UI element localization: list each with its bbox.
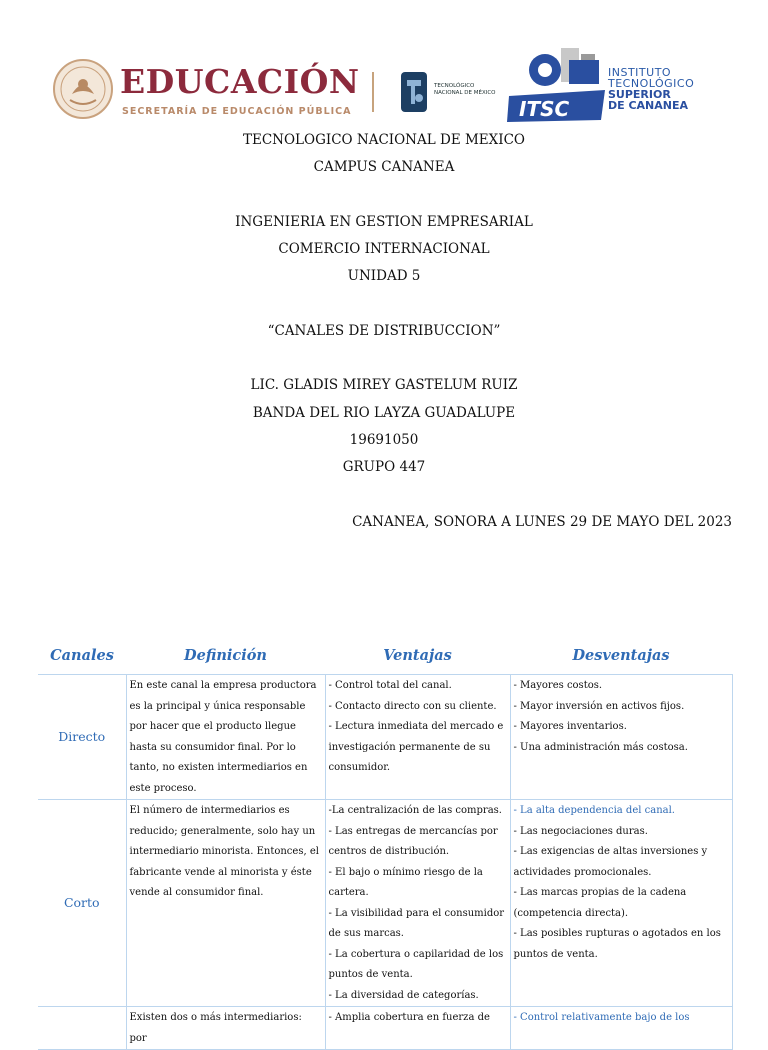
cell-line: - Las posibles rupturas o agotados en los: [513, 928, 721, 939]
cell-line: vende al consumidor final.: [129, 887, 264, 898]
cell-line: intermediario minorista. Entonces, el: [129, 846, 319, 857]
cell-line: (competencia directa).: [513, 907, 629, 919]
table-row: [38, 1007, 732, 1050]
cell-line: investigación permanente de su: [328, 741, 491, 753]
sep-title: EDUCACIÓN: [120, 62, 360, 101]
cell-line: - Las negociaciones duras.: [513, 825, 648, 837]
cell-line: - El bajo o mínimo riesgo de la: [328, 866, 483, 878]
place-date: CANANEA, SONORA A LUNES 29 DE MAYO DEL 2023: [352, 514, 732, 530]
cell-line: centros de distribución.: [328, 846, 450, 857]
student-name: BANDA DEL RIO LAYZA GUADALUPE: [252, 405, 516, 421]
cell-line: - La diversidad de categorías.: [328, 989, 479, 1001]
table-header-row: [38, 636, 732, 675]
cell-line: hasta su consumidor final. Por lo: [129, 741, 296, 753]
canal-cell: Directo: [38, 675, 126, 800]
itsc-logo: [505, 46, 609, 124]
cell-line: - Contacto directo con su cliente.: [328, 700, 497, 712]
header-definicion: Definición: [184, 646, 267, 664]
tecnm-label: [434, 83, 514, 97]
cell-line: es la principal y única responsable: [129, 700, 306, 712]
table-row: [38, 675, 732, 800]
tecnm-line1: TECNOLÓGICO: [434, 83, 475, 89]
cell-line: - Las entregas de mercancías por: [328, 825, 498, 837]
definicion-cell: [126, 800, 325, 1007]
cell-line: En este canal la empresa productora: [129, 680, 317, 691]
cell-line: actividades promocionales.: [513, 866, 652, 878]
table-row: [38, 800, 732, 1007]
cell-line: - Control total del canal.: [328, 680, 452, 691]
itsc-label: [608, 67, 758, 111]
logo-divider: [372, 72, 374, 112]
canal-cell: Corto: [38, 800, 126, 1007]
desventajas-cell: [510, 675, 732, 800]
cell-line: - Una administración más costosa.: [513, 741, 688, 753]
ventajas-cell: [325, 675, 510, 800]
cell-line: -La centralización de las compras.: [328, 805, 502, 816]
student-id: 19691050: [349, 432, 419, 448]
institution-name: TECNOLOGICO NACIONAL DE MEXICO: [242, 132, 525, 148]
cell-line: - La cobertura o capilaridad de los: [328, 948, 504, 960]
cell-line: - Lectura inmediata del mercado e: [328, 721, 504, 732]
ventajas-cell: [325, 800, 510, 1007]
itsc-line1: INSTITUTO: [608, 66, 672, 79]
tecnm-line2: NACIONAL DE MÉXICO: [434, 90, 496, 96]
cell-line: - Mayores inventarios.: [513, 721, 627, 732]
sep-seal-logo: [52, 58, 114, 120]
cell-line: reducido; generalmente, solo hay un: [129, 825, 316, 837]
group-label: GRUPO 447: [342, 459, 426, 475]
cell-line: El número de intermediarios es: [129, 805, 290, 816]
cell-line-highlight: - La alta dependencia del canal.: [513, 805, 675, 816]
unit-label: UNIDAD 5: [347, 268, 421, 284]
distribution-channels-table: [38, 636, 733, 1050]
definicion-cell: [126, 675, 325, 800]
cell-line: - La visibilidad para el consumidor: [328, 907, 505, 919]
campus-name: CAMPUS CANANEA: [313, 159, 455, 175]
cell-line: - Amplia cobertura en fuerza de: [328, 1012, 490, 1023]
itsc-line3: SUPERIOR: [608, 88, 671, 101]
cell-line: puntos de venta.: [513, 948, 598, 960]
career-name: INGENIERIA EN GESTION EMPRESARIAL: [235, 214, 533, 230]
subject-name: COMERCIO INTERNACIONAL: [278, 241, 490, 257]
sep-subtitle: SECRETARÍA DE EDUCACIÓN PÚBLICA: [122, 106, 352, 117]
itsc-line4: DE CANANEA: [608, 99, 689, 112]
cell-line: - Las exigencias de altas inversiones y: [513, 846, 708, 857]
cell-line: por hacer que el producto llegue: [129, 721, 296, 732]
canal-cell: [38, 1007, 126, 1050]
desventajas-cell: [510, 1007, 732, 1050]
itsc-line2: TECNOLÓGICO: [608, 77, 695, 90]
tecnm-logo: [399, 70, 429, 114]
header-ventajas: Ventajas: [383, 646, 452, 664]
cell-line: Existen dos o más intermediarios: por: [129, 1012, 302, 1044]
itsc-logo-text: ITSC: [519, 97, 570, 121]
cell-line: consumidor.: [328, 762, 391, 773]
cell-line: - Las marcas propias de la cadena: [513, 887, 687, 898]
cell-line: tanto, no existen intermediarios en: [129, 762, 308, 773]
header-canales: Canales: [50, 646, 114, 664]
cell-line: fabricante vende al minorista y éste: [129, 866, 312, 878]
cell-line: de sus marcas.: [328, 928, 404, 939]
document-title: “CANALES DE DISTRIBUCCION”: [267, 323, 501, 339]
cell-line: - Mayores costos.: [513, 680, 603, 691]
teacher-name: LIC. GLADIS MIREY GASTELUM RUIZ: [250, 377, 518, 393]
ventajas-cell: [325, 1007, 510, 1050]
cell-line-highlight: - Control relativamente bajo de los: [513, 1012, 690, 1023]
header-desventajas: Desventajas: [572, 646, 670, 664]
cell-line: puntos de venta.: [328, 969, 413, 980]
cell-line: - Mayor inversión en activos fijos.: [513, 700, 685, 712]
definicion-cell: [126, 1007, 325, 1050]
cell-line: cartera.: [328, 887, 369, 898]
desventajas-cell: [510, 800, 732, 1007]
cell-line: este proceso.: [129, 782, 197, 794]
